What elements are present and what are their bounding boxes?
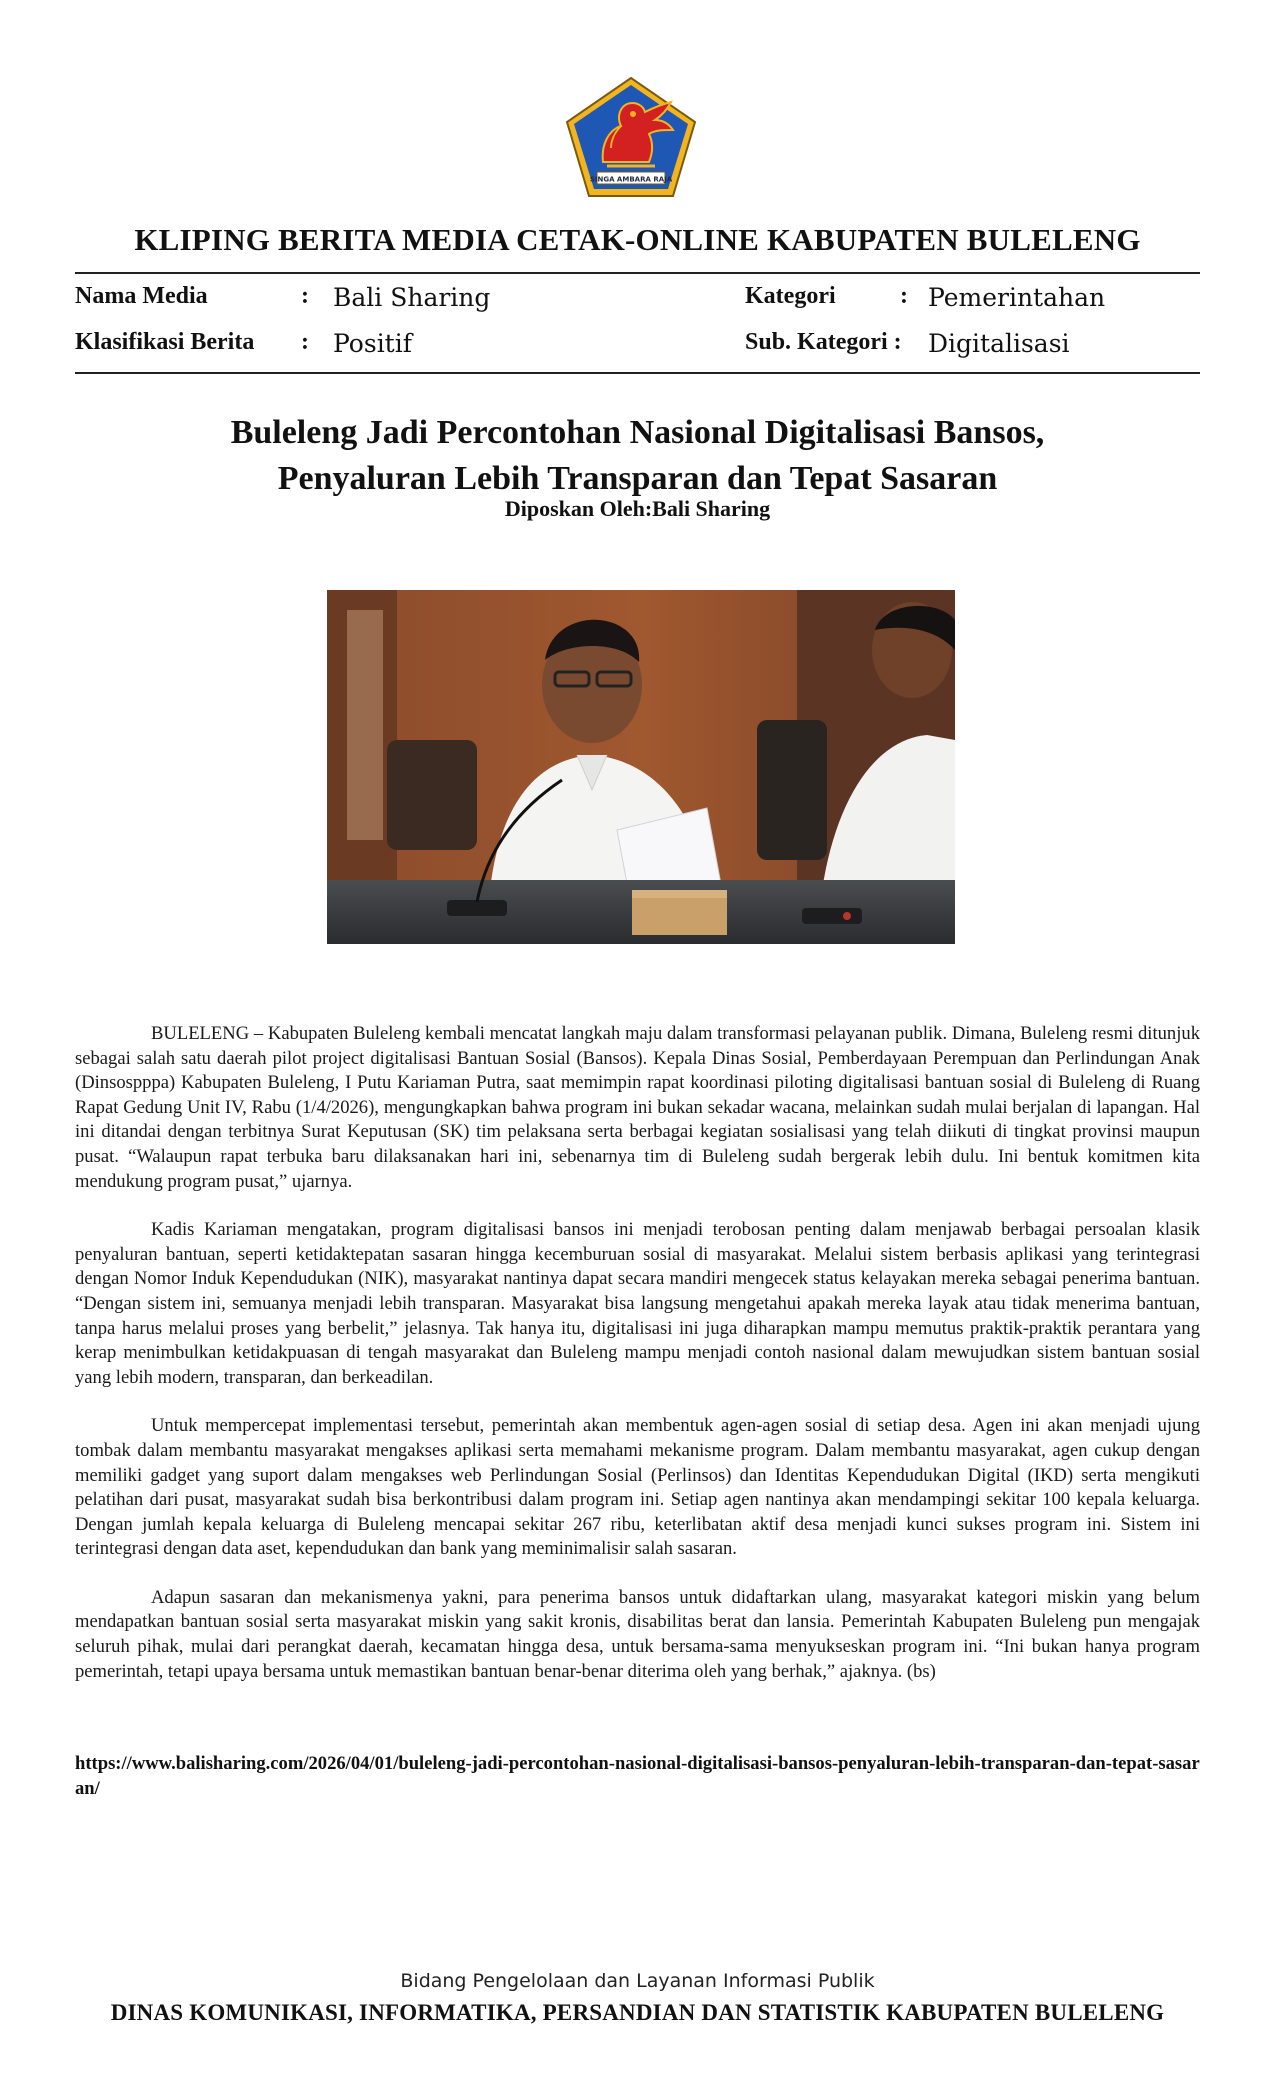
kategori-value: Pemerintahan — [928, 283, 1106, 312]
sub-kategori-value: Digitalisasi — [928, 329, 1070, 358]
article-byline: Diposkan Oleh:Bali Sharing — [504, 496, 771, 521]
kategori-separator: : — [900, 283, 908, 309]
klasifikasi-separator: : — [301, 329, 309, 355]
article-paragraph-4: Adapun sasaran dan mekanismenya yakni, para penerima bansos untuk didaftarkan ulang, masyarakat kategori miskin yang belum mendapatkan bantuan sosial serta masyarakat miskin yang sakit kronis, disabilitas berat dan lansia. Pemerintah Kabupaten Buleleng pun mengajak seluruh pihak, mulai dari perangkat daerah, kecamatan hingga desa, untuk bersama-sama menyukseskan program ini. “Ini bukan hanya program pemerintah, tetapi upaya bersama untuk memastikan bantuan benar-benar diterima oleh yang berhak,” ajaknya. (bs) — [75, 1586, 1200, 1682]
nama-media-separator: : — [301, 283, 309, 309]
nama-media-label: Nama Media — [75, 283, 208, 309]
article-photo — [327, 590, 955, 944]
article-paragraph-2: Kadis Kariaman mengatakan, program digitalisasi bansos ini menjadi terobosan penting dalam menjawab berbagai persoalan klasik penyaluran bantuan, seperti ketidaktepatan sasaran hingga kecemburuan sosial di masyarakat. Melalui sistem berbasis aplikasi yang terintegrasi dengan Nomor Induk Kependudukan (NIK), masyarakat nantinya dapat secara mandiri mengecek status kelayakan mereka sebagai penerima bantuan. “Dengan sistem ini, semuanya menjadi lebih transparan. Masyarakat bisa langsung mengetahui apakah mereka layak atau tidak menerima bantuan, tanpa harus melalui proses yang berbelit,” jelasnya. Tak hanya itu, digitalisasi ini juga diharapkan mampu memutus praktik-praktik perantara yang kerap menimbulkan ketidakpuasan di tengah masyarakat dan Buleleng mampu menjadi contoh nasional dalam mewujudkan sistem bantuan sosial yang lebih modern, transparan, dan berkeadilan. — [75, 1219, 1200, 1388]
kategori-label: Kategori — [745, 283, 836, 309]
buleleng-regency-logo — [563, 74, 699, 200]
article-title-line-1: Buleleng Jadi Percontohan Nasional Digitalisasi Bansos, — [230, 414, 1045, 451]
header-rule-bottom — [75, 372, 1200, 374]
klasifikasi-value: Positif — [333, 329, 412, 358]
header-rule-top — [75, 272, 1200, 274]
article-paragraph-1: BULELENG – Kabupaten Buleleng kembali mencatat langkah maju dalam transformasi pelayanan publik. Dimana, Buleleng resmi ditunjuk sebagai salah satu daerah pilot project digitalisasi Bantuan Sosial (Bansos). Kepala Dinas Sosial, Pemberdayaan Perempuan dan Perlindungan Anak (Dinsospppa) Kabupaten Buleleng, I Putu Kariaman Putra, saat memimpin rapat koordinasi piloting digitalisasi bantuan sosial di Buleleng di Ruang Rapat Gedung Unit IV, Rabu (1/4/2026), mengungkapkan bahwa program ini bukan sekadar wacana, melainkan sudah mulai berjalan di lapangan. Hal ini ditandai dengan terbitnya Surat Keputusan (SK) tim pelaksana serta berbagai kegiatan sosialisasi yang telah diikuti di tingkat provinsi maupun pusat. “Walaupun rapat terbuka baru dilaksanakan hari ini, sebenarnya tim di Buleleng sudah bergerak lebih dulu. Ini bentuk komitmen kita mendukung program pusat,” ujarnya. — [75, 1023, 1200, 1192]
footer-department: Bidang Pengelolaan dan Layanan Informasi Publik — [400, 1970, 875, 1992]
sub-kategori-label: Sub. Kategori : — [745, 329, 902, 355]
article-body — [75, 1022, 1200, 1708]
document-header-title: KLIPING BERITA MEDIA CETAK-ONLINE KABUPATEN BULELENG — [134, 222, 1141, 257]
article-paragraph-3: Untuk mempercepat implementasi tersebut, pemerintah akan membentuk agen-agen sosial di setiap desa. Agen ini akan menjadi ujung tombak dalam membantu masyarakat mengakses aplikasi serta memahami mekanisme program. Dalam membantu masyarakat, agen cukup dengan memiliki gadget yang suport dalam mengakses web Perlindungan Sosial (Perlinsos) dan Identitas Kependudukan Digital (IKD) serta mengikuti pelatihan dari pusat, masyarakat sudah bisa berkontribusi dalam program ini. Setiap agen nantinya akan mendampingi sekitar 100 kepala keluarga. Dengan jumlah kepala keluarga di Buleleng mencapai sekitar 267 ribu, keterlibatan aktif desa menjadi kunci sukses program ini. Sistem ini terintegrasi dengan data aset, kependudukan dan bank yang meminimalisir salah sasaran. — [75, 1415, 1200, 1560]
article-source-link[interactable]: https://www.balisharing.com/2026/04/01/buleleng-jadi-percontohan-nasional-digitalisasi-bansos-penyaluran-lebih-transparan-dan-tepat-sasaran/ — [75, 1753, 1200, 1799]
article-title — [75, 410, 1200, 502]
nama-media-value: Bali Sharing — [333, 283, 491, 312]
klasifikasi-label: Klasifikasi Berita — [75, 329, 255, 355]
article-title-line-2: Penyaluran Lebih Transparan dan Tepat Sasaran — [277, 460, 998, 497]
logo-caption: SINGA AMBARA RAJA — [589, 175, 673, 184]
footer-agency: DINAS KOMUNIKASI, INFORMATIKA, PERSANDIAN DAN STATISTIK KABUPATEN BULELENG — [110, 2000, 1165, 2025]
